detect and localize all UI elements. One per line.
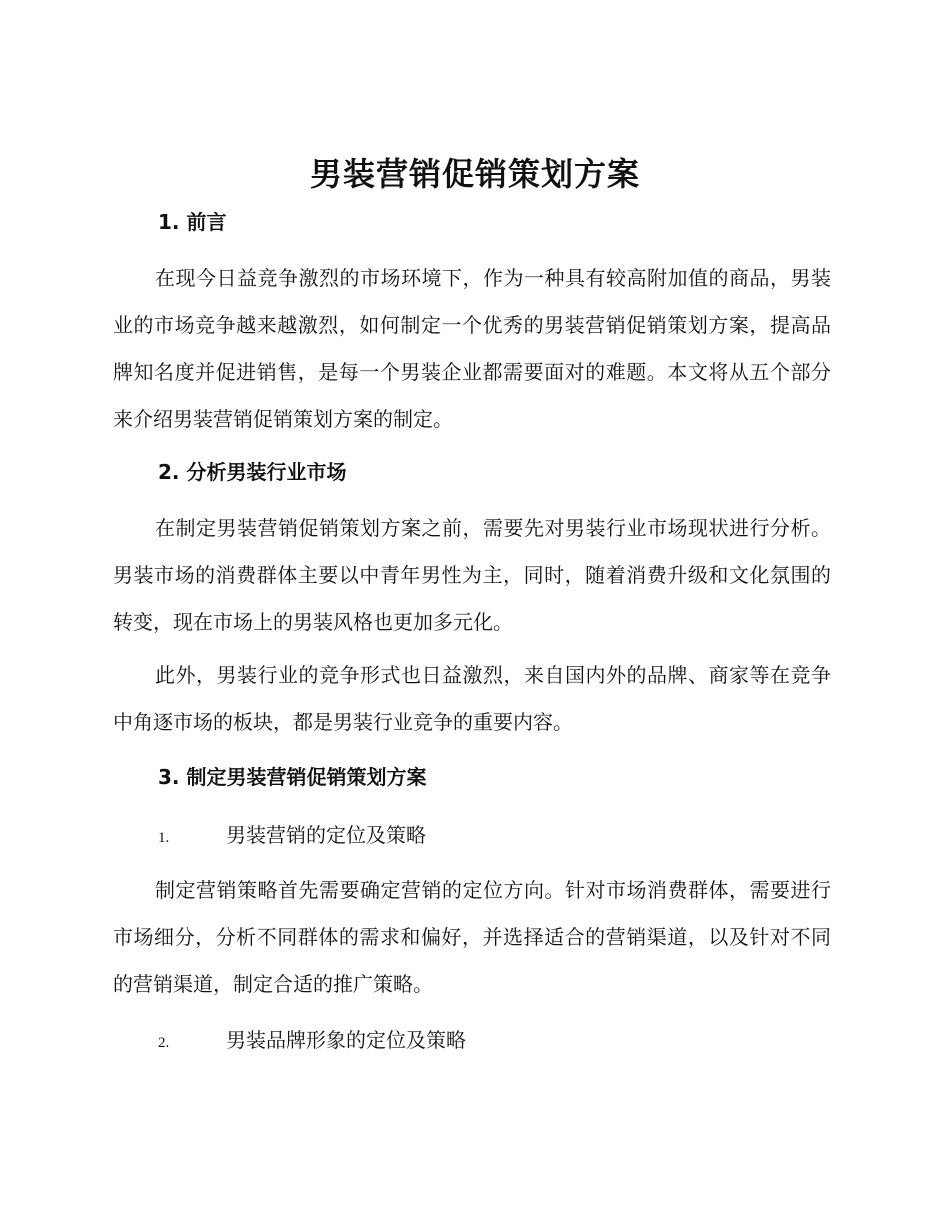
paragraph-market-analysis-1: 在制定男装营销促销策划方案之前，需要先对男装行业市场现状进行分析。男装市场的消费群体主要以中青年男性为主，同时，随着消费升级和文化氛围的转变，现在市场上的男装风格也更加多元化。 [113, 516, 831, 634]
list-item-title: 男装品牌形象的定位及策略 [226, 1028, 466, 1052]
list-item-title: 男装营销的定位及策略 [226, 823, 426, 847]
section-heading-preface: 1. 前言 [158, 210, 227, 234]
section-heading-plan: 3. 制定男装营销促销策划方案 [158, 765, 427, 789]
paragraph-preface: 在现今日益竞争激烈的市场环境下，作为一种具有较高附加值的商品，男装业的市场竞争越来越激烈，如何制定一个优秀的男装营销促销策划方案，提高品牌知名度并促进销售，是每一个男装企业都需要面对的难题。本文将从五个部分来介绍男装营销促销策划方案的制定。 [113, 266, 831, 431]
paragraph-positioning: 制定营销策略首先需要确定营销的定位方向。针对市场消费群体，需要进行市场细分，分析不同群体的需求和偏好，并选择适合的营销渠道，以及针对不同的营销渠道，制定合适的推广策略。 [113, 878, 831, 996]
list-number: 2. [158, 1035, 170, 1051]
list-item-positioning [158, 820, 426, 853]
list-number: 1. [158, 830, 170, 846]
section-heading-market-analysis: 2. 分析男装行业市场 [158, 460, 347, 484]
list-item-brand-image [158, 1025, 466, 1058]
paragraph-market-analysis-2: 此外，男装行业的竞争形式也日益激烈，来自国内外的品牌、商家等在竞争中角逐市场的板块，都是男装行业竞争的重要内容。 [113, 663, 831, 734]
document-title: 男装营销促销策划方案 [309, 155, 640, 193]
